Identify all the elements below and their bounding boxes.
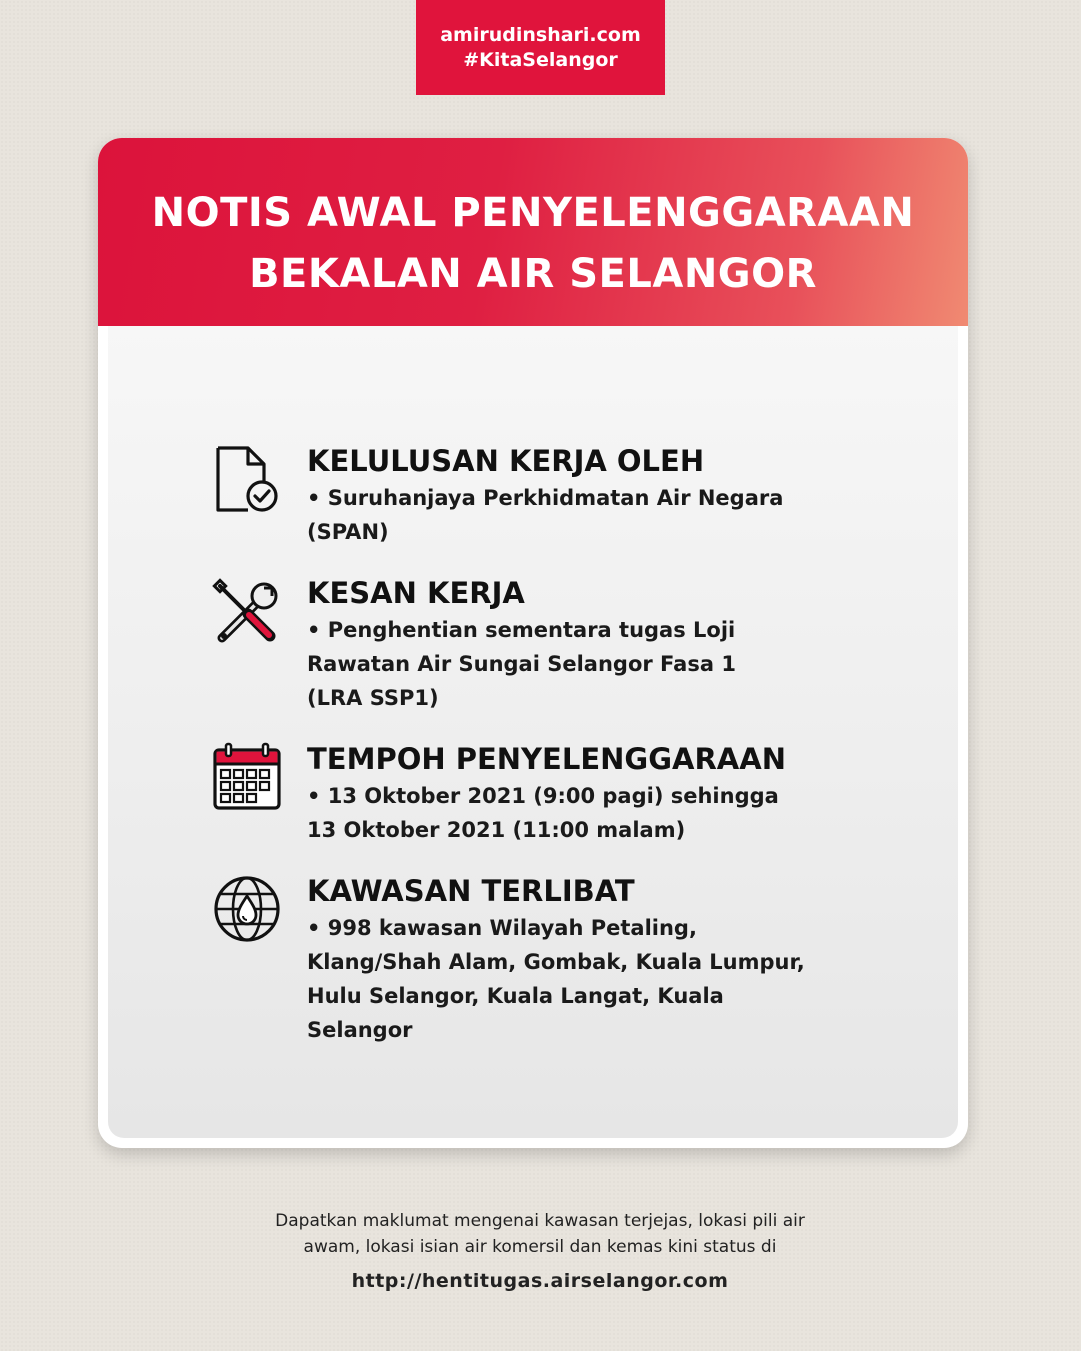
tools-icon (212, 578, 282, 648)
item-text-line: • 998 kawasan Wilayah Petaling, (307, 916, 697, 940)
item-text (307, 779, 867, 847)
item-text (307, 911, 867, 1047)
item-text-line: Klang/Shah Alam, Gombak, Kuala Lumpur, (307, 950, 805, 974)
calendar-icon (212, 742, 282, 812)
footer-line2: awam, lokasi isian air komersil dan kemas kini status di (303, 1237, 777, 1257)
item-title: KAWASAN TERLIBAT (307, 874, 635, 908)
header-title-line1: NOTIS AWAL PENYELENGGARAAN (151, 190, 915, 236)
globe-water-icon (212, 874, 282, 944)
card-header (98, 138, 968, 326)
item-text-line: • Penghentian sementara tugas Loji (307, 618, 736, 642)
item-text-line: Hulu Selangor, Kuala Langat, Kuala (307, 984, 724, 1008)
item-title: TEMPOH PENYELENGGARAAN (307, 742, 786, 776)
item-text-line: • 13 Oktober 2021 (9:00 pagi) sehingga (307, 784, 779, 808)
item-title: KESAN KERJA (307, 576, 525, 610)
footer-url-link[interactable]: http://hentitugas.airselangor.com (351, 1270, 729, 1292)
card-body (108, 326, 958, 1138)
item-text-line: (LRA SSP1) (307, 686, 439, 710)
footer-line1: Dapatkan maklumat mengenai kawasan terjejas, lokasi pili air (275, 1211, 805, 1231)
notice-card (98, 138, 968, 1148)
item-text-line: 13 Oktober 2021 (11:00 malam) (307, 818, 686, 842)
item-text-line: • Suruhanjaya Perkhidmatan Air Negara (307, 486, 784, 510)
item-text (307, 481, 867, 549)
item-text (307, 613, 867, 715)
item-text-line: (SPAN) (307, 520, 389, 544)
footer (160, 1208, 920, 1292)
header-title-line2: BEKALAN AIR SELANGOR (249, 251, 817, 297)
item-text-line: Rawatan Air Sungai Selangor Fasa 1 (307, 652, 736, 676)
hashtag: #KitaSelangor (463, 48, 618, 71)
item-text-line: Selangor (307, 1018, 413, 1042)
site-name: amirudinshari.com (440, 23, 641, 46)
site-tag (416, 0, 665, 95)
item-title: KELULUSAN KERJA OLEH (307, 444, 705, 478)
document-check-icon (212, 444, 282, 514)
